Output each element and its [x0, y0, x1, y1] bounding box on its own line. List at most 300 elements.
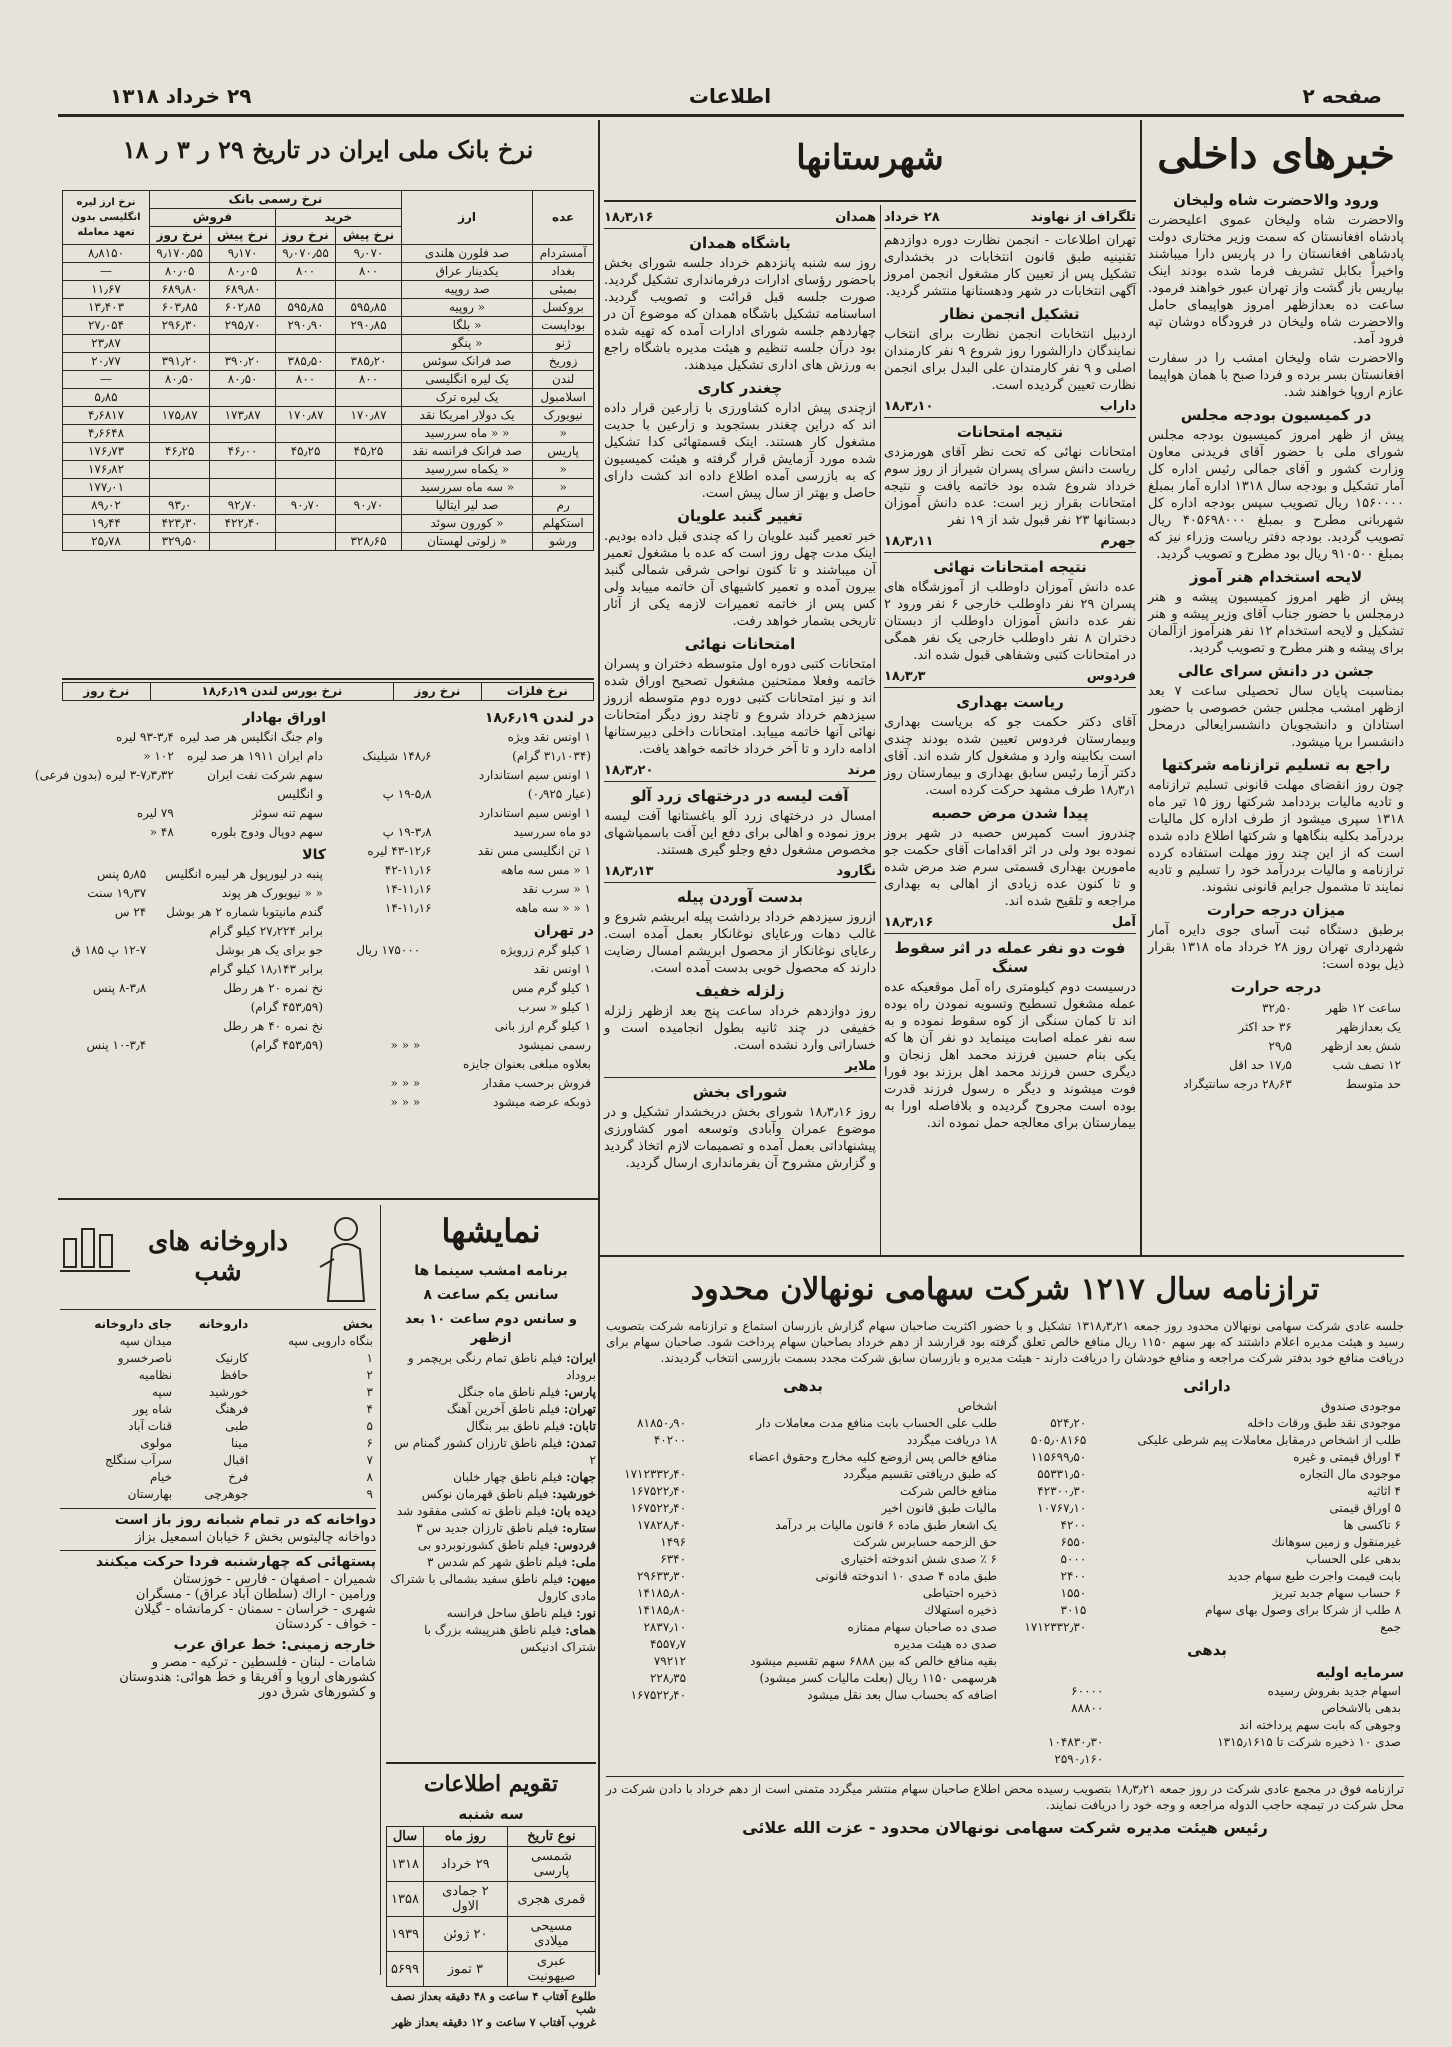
rate-buy-premium — [336, 335, 402, 353]
calendar-table — [386, 1826, 596, 1987]
table-row — [606, 1585, 1000, 1602]
rate-pound: ۱۳٫۴۰۳ — [63, 299, 150, 317]
list-item — [386, 1537, 596, 1554]
rate-buy-day — [275, 461, 335, 479]
asset-amount: ۱۰۷۶۷٫۱۰ — [1037, 1501, 1087, 1515]
debts-column — [606, 1372, 1000, 1768]
rate-currency: صد لیر ایتالیا — [401, 497, 532, 515]
dateline-date: ۲۸ خرداد — [884, 210, 940, 225]
balance-footer: ترازنامه فوق در مجمع عادی شرکت در روز جمعه ۱۸٫۳٫۲۱ بتصویب رسیده محض اطلاع صاحبان سهام منتشر میگردد متمنی است از دهم خرداد با دادن شرکت در محل شرکت در تیمچه حاجب الدوله مراجعه و وجه خود را دریافت نمایند. — [606, 1776, 1404, 1813]
rate-sell-premium: ۶۰۲٫۸۵ — [210, 299, 276, 317]
rate-currency: صد فرانک سوئس — [401, 353, 532, 371]
debt-name: ۱۸ دریافت میگردد — [906, 1433, 997, 1447]
capital-amount: ۸۸۸۰۰ — [1071, 1701, 1104, 1715]
post-line: و کشورهای شرق دور — [259, 1685, 376, 1700]
goods-name: برابر ۲۷٫۲۲۴ کیلو گرام — [209, 924, 323, 938]
sunrise: طلوع آفتاب ۴ ساعت و ۴۸ دقیقه بعداز نصف شب — [390, 1990, 596, 2016]
table-row — [63, 515, 594, 533]
asset-name: جمع — [1380, 1620, 1401, 1634]
article-body: پیش از ظهر امروز کمیسیون بودجه مجلس شورای ملی با حضور آقای فریدنی معاون وزارت کشور و آقای جمالی رئیس اداره کل آمار تشکیل و بودجه سال ۱۳۱۸ اداره آمار بمبلغ ۱۵۶۰۰۰۰ ریال تصویب سپس بودجه اداره کل شهربانی مطرح و بمبلغ ۴۰۵۶۹۸۰۰۰ ریال تصویب گردید. بودجه دفتر ریاست وزراء نیز که بمبلغ ۹۱۰۵۰۰ ریال بود مطرح و تصویب گردید. — [1148, 428, 1404, 562]
table-row — [62, 979, 326, 998]
article-headline: امتحانات نهائی — [684, 635, 796, 653]
rate-buy-day: ۱۷۰٫۸۷ — [275, 407, 335, 425]
temp-value: ۲۸٫۶۳ درجه سانتیگراد — [1183, 1077, 1292, 1091]
rate-buy-day: ۲۹۰٫۹۰ — [275, 317, 335, 335]
rate-buy-day: ۴۵٫۲۵ — [275, 443, 335, 461]
temp-label: ۱۲ نصف شب — [1332, 1058, 1401, 1072]
article-headline: لایحه استخدام هنر آموز — [1189, 568, 1363, 586]
table-row — [60, 1435, 376, 1452]
rate-buy-premium — [336, 515, 402, 533]
cities-column-left — [604, 205, 876, 1253]
table-row — [334, 998, 594, 1017]
col-count: عده — [533, 191, 594, 245]
metal-name: ۱ کیلو گرم ارز بانی — [494, 1019, 591, 1033]
article-body: روز ۱۸٫۳٫۱۶ شورای بخش دربخشدار تشکیل و در موضوع عمران وآبادی وتوسعه امور کشاورزی پیشنهاداتی بعمل آمده و تصمیمات لازم اتخاذ گردید و گزارش مشروح آن بفرمانداری ارسال گردید. — [604, 1105, 876, 1171]
metal-name: ۱ « « سه ماهه — [515, 901, 591, 915]
rate-buy-premium: ۵۹۵٫۸۵ — [336, 299, 402, 317]
table-row — [1010, 1415, 1404, 1432]
asset-amount: ۵۰۵٫۰۸۱۶۵ — [1030, 1433, 1087, 1447]
temp-value: ۳۲٫۵۰ — [1262, 1001, 1292, 1015]
rate-sell-day: ۶۰۳٫۸۵ — [150, 299, 210, 317]
col-district: بخش — [342, 1317, 373, 1331]
table-row — [60, 1367, 376, 1384]
list-item — [386, 1520, 596, 1537]
pharmacy-cell: سرآب سنگلج — [104, 1453, 173, 1467]
rate-pound: ۱۷۶٫۷۳ — [63, 443, 150, 461]
asset-name: موجودی نقد طبق ورقات داخله — [1247, 1416, 1401, 1430]
rate-city: بروکسل — [533, 299, 594, 317]
pharmacy-cell: خیام — [149, 1470, 173, 1484]
rate-buy-premium: ۱۷۰٫۸۷ — [336, 407, 402, 425]
pharmacies — [60, 1205, 376, 1975]
debt-name: منافع خالص پس ازوضع کلیه مخارج وحقوق اعضاء — [748, 1450, 997, 1464]
rate-pound: ۴٫۶۶۴۸ — [63, 425, 150, 443]
rate-currency: یک لیره ترک — [401, 389, 532, 407]
metal-name: ۱ کیلو گرم مس — [512, 981, 591, 995]
debt-name: ذخیره احتیاطی — [922, 1586, 997, 1600]
debt-amount: ۷۹۲۱۲ — [653, 1654, 687, 1668]
section-rule — [600, 1255, 1404, 1257]
temp-label: شش بعد ازظهر — [1321, 1039, 1401, 1053]
table-row — [1010, 1398, 1404, 1415]
calendar-cell: ۲ جمادی الاول — [423, 1882, 507, 1917]
table-row — [63, 461, 594, 479]
metal-price: ۱۴-۱۱٫۱۶ — [384, 882, 432, 896]
rate-currency: یک لیره انگلیسی — [401, 371, 532, 389]
goods-name: « « نیویورک هر پوند — [221, 886, 323, 900]
table-row — [1148, 1075, 1404, 1094]
rate-sell-day: ۶۸۹٫۸۰ — [150, 281, 210, 299]
col-buy: خرید — [275, 209, 401, 227]
table-row — [606, 1415, 1000, 1432]
shows-title: نمایشها — [441, 1212, 541, 1250]
asset-name: ۶ تاکسی ها — [1343, 1518, 1401, 1532]
pharmacy-cell: شاه پور — [132, 1402, 173, 1416]
cinema-name: فردوس: — [553, 1538, 596, 1552]
table-row — [1010, 1449, 1404, 1466]
shows-subtitle: و سانس دوم ساعت ۱۰ بعد ازظهر — [405, 1312, 577, 1346]
goods-price: ۸-۳٫۸ پنس — [92, 981, 147, 995]
calendar — [386, 1768, 596, 2029]
metal-name: ۱ « سرب نقد — [522, 882, 591, 896]
table-row — [32, 804, 326, 823]
film-title: فیلم ناطق ته کشی مفقود شد — [396, 1504, 547, 1518]
table-row — [334, 785, 594, 804]
metal-price — [334, 998, 423, 1017]
table-row — [1010, 1585, 1404, 1602]
table-row — [334, 1055, 594, 1074]
section-rule — [386, 1762, 596, 1764]
rate-sell-premium: ۶۸۹٫۸۰ — [210, 281, 276, 299]
pharmacy-cell: ۷ — [366, 1453, 373, 1467]
bond-price: ۷۹ لیره — [136, 806, 174, 820]
article-body: ازروز سیزدهم خرداد برداشت پیله ابریشم شروع و غالب دهات ورعایای نوغانکار بعمل آمده است. رعایای نوغانکار از محصول ابریشم امسال رضایت دارند که محصول خوبی بدست آمده است. — [604, 910, 876, 976]
paper-name: اطلاعات — [688, 84, 772, 108]
rate-buy-day: ۸۰۰ — [275, 371, 335, 389]
column-rule — [1140, 120, 1142, 1255]
rate-buy-premium — [336, 479, 402, 497]
dateline-city: نگارود — [836, 864, 876, 879]
rate-pound: — — [63, 371, 150, 389]
dateline — [604, 1058, 876, 1078]
article-headline: در کمیسیون بودجه مجلس — [1180, 406, 1372, 424]
rate-pound: ۱۷۷٫۰۱ — [63, 479, 150, 497]
col-sell: فروش — [150, 209, 276, 227]
rate-currency: « پنگو — [401, 335, 532, 353]
col-type: نوع تاریخ — [507, 1827, 595, 1847]
film-title: فیلم ناطق ماه جنگل — [457, 1385, 561, 1399]
dateline-city: جهرم — [1100, 534, 1136, 549]
debt-amount: ۱۶۷۵۲۲٫۴۰ — [630, 1688, 687, 1702]
pharmacy-cell: فرهنگ — [215, 1402, 249, 1416]
cinema-name: دیده بان: — [550, 1504, 596, 1518]
dateline-city: آمل — [1111, 915, 1136, 930]
article-headline: تغییر گنبد علویان — [677, 507, 803, 525]
capital-amount: ۶۰۰۰۰ — [1071, 1684, 1104, 1698]
temp-value: ۲۹٫۵ — [1268, 1039, 1292, 1053]
table-row — [387, 1952, 596, 1987]
pharmacy-cell: بهارستان — [127, 1487, 173, 1501]
cinema-name: تابان: — [568, 1419, 596, 1433]
debt-name: طلب علی الحساب بابت منافع مدت معاملات دار — [756, 1416, 997, 1430]
dateline-date: ۱۸٫۳٫۱۱ — [884, 534, 934, 549]
col-pound: نرخ ارز لیره انگلیسی بدون تعهد معامله — [63, 191, 150, 245]
dateline-city: تلگراف از نهاوند — [1030, 210, 1136, 225]
post-line: شمیران - اصفهان - فارس - خوزستان — [172, 1572, 376, 1587]
table-row — [60, 1401, 376, 1418]
rate-sell-day: ۴۲۳٫۳۰ — [150, 515, 210, 533]
shows-list — [386, 1350, 596, 1656]
markets — [34, 682, 594, 1194]
metal-price: ۱۴-۱۱٫۱۶ — [384, 901, 432, 915]
table-row — [63, 353, 594, 371]
rate-city: ژنو — [533, 335, 594, 353]
rate-pound: ۴٫۶۸۱۷ — [63, 407, 150, 425]
rate-sell-day: ۱۷۵٫۸۷ — [150, 407, 210, 425]
article-headline: شورای بخش — [692, 1083, 788, 1101]
goods-price: ۱۹٫۳۷ سنت — [87, 886, 147, 900]
table-row — [32, 728, 326, 747]
table-row — [60, 1418, 376, 1435]
balance-intro: جلسه عادی شرکت سهامی نونهالان محدود روز جمعه ۱۳۱۸٫۳٫۲۱ تشکیل و با حضور اکثریت صاحبان سهام گزارش بازرسان استماع و ترازنامه شرکت بتصویب رسید و هیئت مدیره اعلام داشتند که بهر سهم ۱۱۵۰ ریال منافع خالص تعلق گرفته بود قرارشد از دهم خرداد بصاحبان سهام پرداخت شود. صاحبان سهام برای دریافت منافع خود بدفتر شرکت مراجعه و منافع خودشان را دریافت دارند - هیئت مدیره و بازرسان سابق شرکت مجدد بسمت بازرسی انتخاب گردیدند. — [606, 1319, 1405, 1365]
rate-sell-day — [150, 461, 210, 479]
article-body: تهران اطلاعات - انجمن نظارت دوره دوازدهم تقنینیه طبق قانون انتخابات در بخشداری تشکیل پس از تعیین کار مشغول انجمن امروز آگهی انتخابات در شهر ودهستانها منتشر گردید. — [884, 233, 1136, 299]
rate-city: اسلامبول — [533, 389, 594, 407]
rate-pound: ۲۳٫۸۷ — [63, 335, 150, 353]
goods-name: جو برای یک هر بوشل — [215, 943, 323, 957]
table-row — [334, 941, 594, 960]
table-row — [62, 884, 326, 903]
table-row — [387, 1917, 596, 1952]
table-row — [334, 899, 594, 918]
film-title: فیلم ناطق سفید بشمالی با شتراک مادی کارول — [390, 1572, 596, 1603]
asset-amount: ۵۵۳۳۱٫۵۰ — [1037, 1467, 1087, 1481]
asset-amount: ۲۴۰۰ — [1060, 1569, 1087, 1583]
table-row — [60, 1486, 376, 1503]
debt-amount: ۲۹۶۳۳٫۳۰ — [637, 1569, 687, 1583]
goods-name: گندم مانیتوبا شماره ۲ هر بوشل — [166, 905, 323, 919]
rate-currency: یک دولار امریکا نقد — [401, 407, 532, 425]
asset-amount: ۵۰۰۰ — [1060, 1552, 1087, 1566]
col-bourse: نرخ بورس لندن ۱۸٫۶٫۱۹ — [150, 683, 394, 701]
article-headline: فوت دو نفر عمله در اثر سقوط سنگ — [894, 939, 1126, 976]
table-row — [334, 861, 594, 880]
asset-name: ۵ اوراق قیمتی — [1329, 1501, 1401, 1515]
assets-title: دارائی — [1183, 1377, 1231, 1395]
rate-buy-premium: ۳۲۸٫۶۵ — [336, 533, 402, 551]
metal-price — [334, 1055, 423, 1074]
pharmacy-cell: ۸ — [366, 1470, 373, 1484]
pharmacy-cell: ۳ — [366, 1385, 373, 1399]
metal-name: ذوبکه عرضه میشود — [493, 1095, 591, 1109]
asset-name: بابت قیمت واجرت طبع سهام جدید — [1227, 1569, 1401, 1583]
bond-price: ۴۸ « — [149, 825, 174, 839]
metal-price: ۴۲-۱۱٫۱۶ — [384, 863, 432, 877]
table-header — [387, 1827, 596, 1847]
goods-name: (۴۵۳٫۵۹ گرام) — [250, 1000, 323, 1014]
col-day: نرخ روز — [275, 227, 335, 245]
rate-buy-premium — [336, 461, 402, 479]
rate-city: استکهلم — [533, 515, 594, 533]
metal-price: « « « — [390, 1076, 421, 1090]
asset-name: غیرمنقول و زمین سوهانك — [1271, 1535, 1401, 1549]
dateline — [884, 668, 1136, 688]
pharmacy-cell: فرخ — [228, 1470, 249, 1484]
dateline — [604, 863, 876, 883]
table-row — [606, 1466, 1000, 1483]
temp-value: ۳۶ حد اکثر — [1238, 1020, 1292, 1034]
rate-buy-day: ۵۹۵٫۸۵ — [275, 299, 335, 317]
table-row — [334, 842, 594, 861]
table-row — [60, 1350, 376, 1367]
rate-sell-day — [150, 425, 210, 443]
pharmacy-cell: کارنیک — [215, 1351, 249, 1365]
rate-buy-premium: ۴۵٫۲۵ — [336, 443, 402, 461]
pharmacy-cell: ۴ — [366, 1402, 373, 1416]
metal-name: ۱ کیلو گرم زرویژه — [500, 943, 591, 957]
rate-sell-premium: ۴۶٫۰۰ — [210, 443, 276, 461]
table-row — [387, 1847, 596, 1882]
post-line: کشورهای اروپا و آفریقا و خط هوائی: هندوستان — [119, 1670, 376, 1685]
debt-name: صدی ده هیئت مدیره — [893, 1637, 997, 1651]
debts-title: بدهی — [783, 1377, 823, 1395]
rate-city: آمستردام — [533, 245, 594, 263]
post-line: ورامین - اراك (سلطان آباد عراق) - مسگران — [135, 1587, 376, 1602]
rate-buy-day: ۹۰٫۷۰ — [275, 497, 335, 515]
article-body: روز دوازدهم خرداد ساعت پنج بعد ازظهر زلزله خفیفی در چند ثانیه بطول انجامیده است و خساراتی وارد نشده است. — [604, 1004, 876, 1053]
calendar-cell: شمسی پارسی — [507, 1847, 595, 1882]
rate-buy-premium — [336, 425, 402, 443]
balance-signature: رئیس هیئت مدیره شرکت سهامی نونهالان محدود - عزت الله علائی — [742, 1818, 1268, 1837]
metal-name: ۱ کیلو « سرب — [518, 1000, 591, 1014]
debt-name: که طبق دریافتی تقسیم میگردد — [843, 1467, 997, 1481]
domestic-article — [1148, 662, 1404, 751]
asset-amount: ۱۱۵۶۹۹٫۵۰ — [1030, 1450, 1087, 1464]
table-row — [60, 1333, 376, 1350]
tehran-metals-table — [334, 941, 594, 1112]
cinema-name: همای: — [565, 1623, 596, 1637]
rate-buy-premium: ۲۹۰٫۸۵ — [336, 317, 402, 335]
rate-currency: « روپیه — [401, 299, 532, 317]
table-row — [334, 823, 594, 842]
rate-buy-day — [275, 425, 335, 443]
table-row — [334, 1074, 594, 1093]
post-line: شامات - لبنان - فلسطین - ترکیه - مصر و — [151, 1655, 376, 1670]
rate-pound: ۸٫۸۱۵۰ — [63, 245, 150, 263]
rate-sell-day: ۸۰٫۵۰ — [150, 371, 210, 389]
table-row — [334, 728, 594, 747]
metal-name: ۱ اونس نقد — [533, 962, 591, 976]
rate-buy-premium: ۹٫۰۷۰ — [336, 245, 402, 263]
article-body: چندروز است کمپرس حصبه در شهر بروز نموده بود ولی در اثر اقدامات آقای حکمت جو مامورین بهداری قسمتی سرم ضد مرض شده و تا کنون عده زیادی از اهالی به بهداری مراجعه و تلقیح شده اند. — [884, 826, 1136, 909]
metal-name: بعلاوه مبلغی بعنوان جایزه — [462, 1057, 591, 1071]
table-row — [606, 1568, 1000, 1585]
article-headline: ورود والاحضرت شاه ولیخان — [1173, 191, 1379, 209]
metal-price: ۱۹-۵٫۸ پ — [382, 787, 432, 801]
table-row — [334, 880, 594, 899]
pharmacy-cell: ۲ — [366, 1368, 373, 1382]
capital-debts-title: بدهی — [1187, 1641, 1227, 1659]
capital-title: سرمایه اولیه — [1316, 1665, 1404, 1681]
post-line: شهری - خراسان - سمنان - کرمانشاه - گیلان — [134, 1602, 376, 1617]
bond-name: سهم شرکت نفت ایران — [207, 768, 323, 782]
capital-name: صدی ۱۰ ذخیره شرکت تا ۱۳۱۵٫۱۶۱۵ — [1217, 1735, 1401, 1749]
list-item — [386, 1605, 596, 1622]
table-row — [63, 335, 594, 353]
metal-price: « « « — [390, 1038, 421, 1052]
capital-table — [1010, 1683, 1404, 1768]
table-row — [606, 1670, 1000, 1687]
section-rule — [58, 1198, 598, 1200]
table-row — [606, 1483, 1000, 1500]
article-headline: نتیجه امتحانات نهائی — [933, 558, 1087, 576]
goods-name: پنبه در لیورپول هر لیبره انگلیس — [165, 867, 323, 881]
rate-city: « — [533, 461, 594, 479]
debt-name: صدی ده صاحبان سهام ممتازه — [847, 1620, 997, 1634]
column-rule — [380, 1205, 381, 1975]
table-row — [606, 1534, 1000, 1551]
pharmacy-cell: طبی — [225, 1419, 249, 1433]
cities-title: شهرستانها — [796, 138, 944, 178]
table-row — [334, 804, 594, 823]
domestic-title: خبرهای داخلی — [1157, 131, 1395, 178]
goods-name: نخ نمره ۲۰ هر رطل — [223, 981, 323, 995]
post-title: پستهائی که چهارشنبه فردا حرکت میکنند — [60, 1550, 376, 1570]
table-row — [606, 1517, 1000, 1534]
calendar-cell: مسیحی میلادی — [507, 1917, 595, 1952]
asset-name: موجودی صندوق — [1320, 1399, 1401, 1413]
asset-name: ۴ اثاثیه — [1367, 1484, 1401, 1498]
pharmacy-cell — [175, 1333, 251, 1350]
calendar-cell: ۲۹ خرداد — [423, 1847, 507, 1882]
article-body: بمناسبت پایان سال تحصیلی ساعت ۷ بعد ازظهر امشب مجلس جشن خصوصی با حضور استادان و دانشجویان دانشسرایعالی درمحل دانشسرا برپا میشود. — [1148, 684, 1404, 750]
pharmacy-cell: قنات آباد — [128, 1419, 173, 1433]
col-year: سال — [387, 1827, 424, 1847]
calendar-cell: ۲۰ ژوئن — [423, 1917, 507, 1952]
table-row — [1010, 1751, 1404, 1768]
article-headline: پیدا شدن مرض حصبه — [931, 804, 1089, 822]
table-row — [1010, 1517, 1404, 1534]
rate-pound: ۲۵٫۷۸ — [63, 533, 150, 551]
col-day: نرخ روز — [394, 683, 481, 701]
col-day: روز ماه — [423, 1827, 507, 1847]
debt-name: منافع خالص شرکت — [899, 1484, 997, 1498]
article-headline: باشگاه همدان — [689, 234, 791, 252]
asset-name: ۸ طلب از شرکا برای وصول بهای سهام — [1205, 1603, 1401, 1617]
rate-city: پاریس — [533, 443, 594, 461]
goods-name: برابر ۱۸٫۱۴۳ کیلو گرام — [209, 962, 323, 976]
debt-name: طبق ماده ۴ صدی ۱۰ اندوخته قانونی — [815, 1569, 997, 1583]
metal-name: ۱ اونس نقد ویژه — [507, 730, 591, 744]
metals-column — [334, 705, 594, 1112]
rate-sell-day: ۴۶٫۲۵ — [150, 443, 210, 461]
cinema-name: میهن: — [566, 1572, 596, 1586]
domestic-news — [1148, 125, 1404, 1255]
article-body: برطبق دستگاه ثبت آسای جوی دایره آمار شهرداری تهران روز ۲۸ خرداد ماه ۱۳۱۸ بقرار ذیل بوده است: — [1148, 923, 1405, 972]
asset-name: طلب از اشخاص درمقابل معاملات پیم شرطی علیکی — [1137, 1433, 1401, 1447]
list-item — [386, 1401, 596, 1418]
article-headline: نتیجه امتحانات — [956, 423, 1064, 441]
domestic-article — [1148, 756, 1404, 896]
goods-name: (۴۵۳٫۵۹ گرام) — [250, 1038, 323, 1052]
table-row — [63, 443, 594, 461]
table-row — [62, 922, 326, 941]
table-row — [334, 1093, 594, 1112]
debt-amount: ۲۸۳۷٫۱۰ — [643, 1620, 687, 1634]
table-row — [63, 425, 594, 443]
pharmacy-banner — [60, 1205, 376, 1310]
col-rate: نرخ روز — [63, 683, 151, 701]
table-row — [62, 941, 326, 960]
foreign-post-title: خارجه زمینی: خط عراق عرب — [173, 1637, 376, 1653]
domestic-article — [1148, 191, 1404, 348]
rate-buy-day: ۸۰۰ — [275, 263, 335, 281]
rate-buy-day — [275, 281, 335, 299]
debts-table — [606, 1398, 1000, 1704]
asset-name: ۴ اوراق قیمتی و غیره — [1293, 1450, 1401, 1464]
dateline-date: ۱۸٫۳٫۲۰ — [604, 763, 654, 778]
col-location: جای داروخانه — [94, 1317, 173, 1331]
table-row — [62, 960, 326, 979]
rate-pound: — — [63, 263, 150, 281]
bond-name: دام ایران ۱۹۱۱ هر صد لیره — [186, 749, 323, 763]
article-body: امسال در درختهای زرد آلو باغستانها آفت لیسه بروز نموده و اهالی برای دفع این آفت باسمپاشهای مخصوص مشغول دفع وجلو گیری هستند. — [604, 809, 876, 858]
debt-name: ذخیره استهلاك — [924, 1603, 997, 1617]
metals-table — [334, 728, 594, 918]
table-row — [334, 979, 594, 998]
